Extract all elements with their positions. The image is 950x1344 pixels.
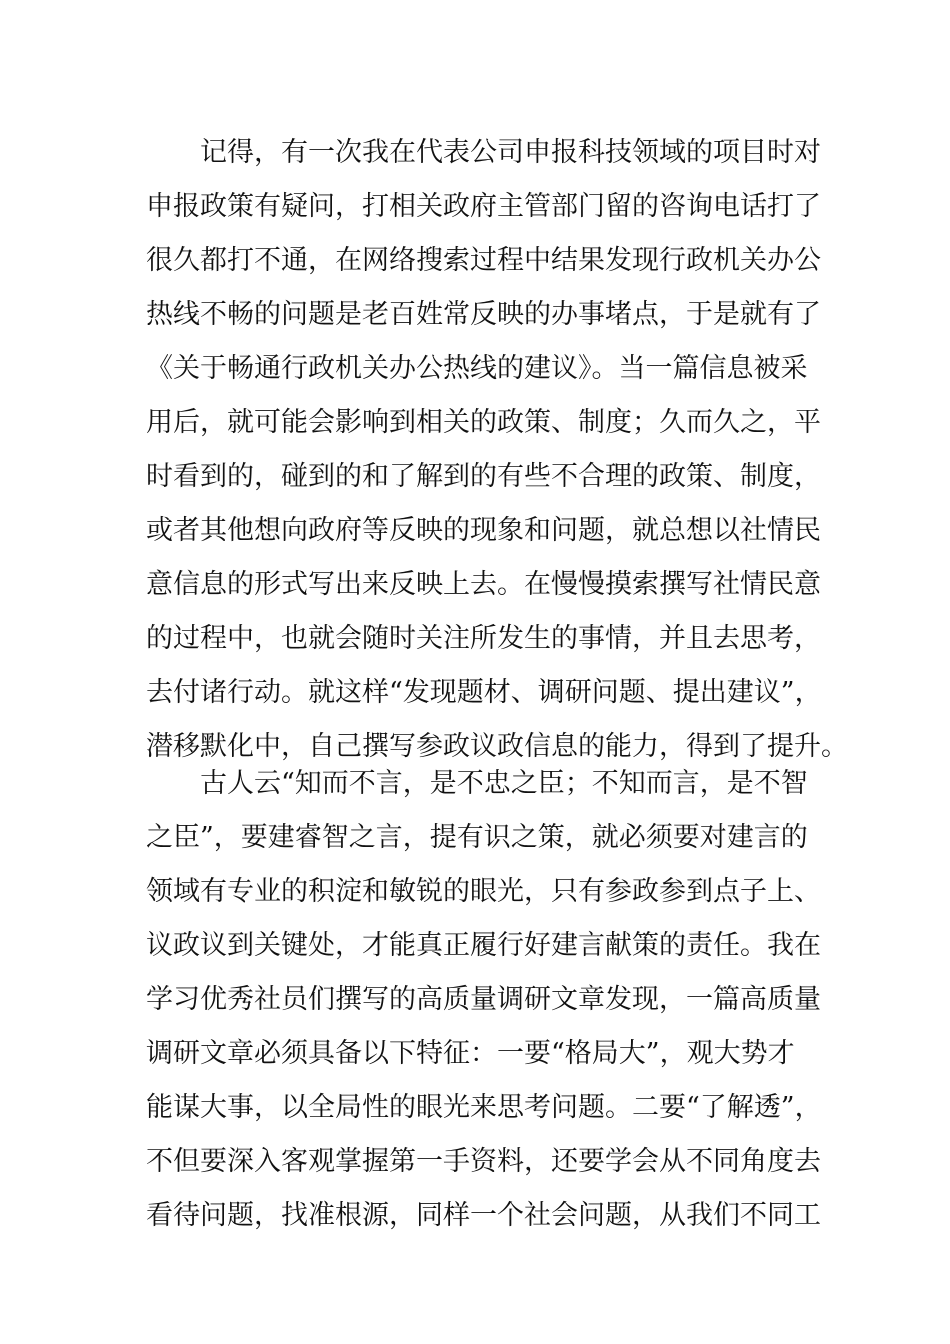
text-line: 记得，有一次我在代表公司申报科技领域的项目时对 [200, 137, 821, 168]
text-line: 热线不畅的问题是老百姓常反映的办事堵点，于是就有了 [146, 299, 821, 330]
text-line: 的过程中，也就会随时关注所发生的事情，并且去思考， [146, 623, 821, 654]
text-line: 用后，就可能会影响到相关的政策、制度；久而久之，平 [146, 407, 821, 438]
paragraph-1 [146, 126, 848, 774]
text-line: 很久都打不通，在网络搜索过程中结果发现行政机关办公 [146, 245, 821, 276]
text-line: 潜移默化中，自己撰写参政议政信息的能力，得到了提升。 [146, 731, 848, 762]
text-line: 古人云“知而不言，是不忠之臣；不知而言，是不智 [200, 768, 808, 799]
text-line: 时看到的，碰到的和了解到的有些不合理的政策、制度， [146, 461, 821, 492]
text-line: 或者其他想向政府等反映的现象和问题，就总想以社情民 [146, 515, 821, 546]
text-line: 意信息的形式写出来反映上去。在慢慢摸索撰写社情民意 [146, 569, 821, 600]
text-line: 领域有专业的积淀和敏锐的眼光，只有参政参到点子上、 [146, 876, 821, 907]
text-line: 之臣”，要建睿智之言，提有识之策，就必须要对建言的 [146, 822, 808, 853]
text-line: 去付诸行动。就这样“发现题材、调研问题、提出建议”， [146, 677, 822, 708]
text-line: 学习优秀社员们撰写的高质量调研文章发现，一篇高质量 [146, 984, 821, 1015]
text-line: 《关于畅通行政机关办公热线的建议》。当一篇信息被采 [146, 353, 808, 384]
text-line: 议政议到关键处，才能真正履行好建言献策的责任。我在 [146, 930, 821, 961]
text-line: 申报政策有疑问，打相关政府主管部门留的咨询电话打了 [146, 191, 821, 222]
text-line: 能谋大事，以全局性的眼光来思考问题。二要“了解透”， [146, 1092, 822, 1123]
text-line: 不但要深入客观掌握第一手资料，还要学会从不同角度去 [146, 1146, 821, 1177]
text-line: 看待问题，找准根源，同样一个社会问题，从我们不同工 [146, 1200, 821, 1231]
paragraph-2 [146, 757, 822, 1243]
text-line: 调研文章必须具备以下特征：一要“格局大”，观大势才 [146, 1038, 795, 1069]
